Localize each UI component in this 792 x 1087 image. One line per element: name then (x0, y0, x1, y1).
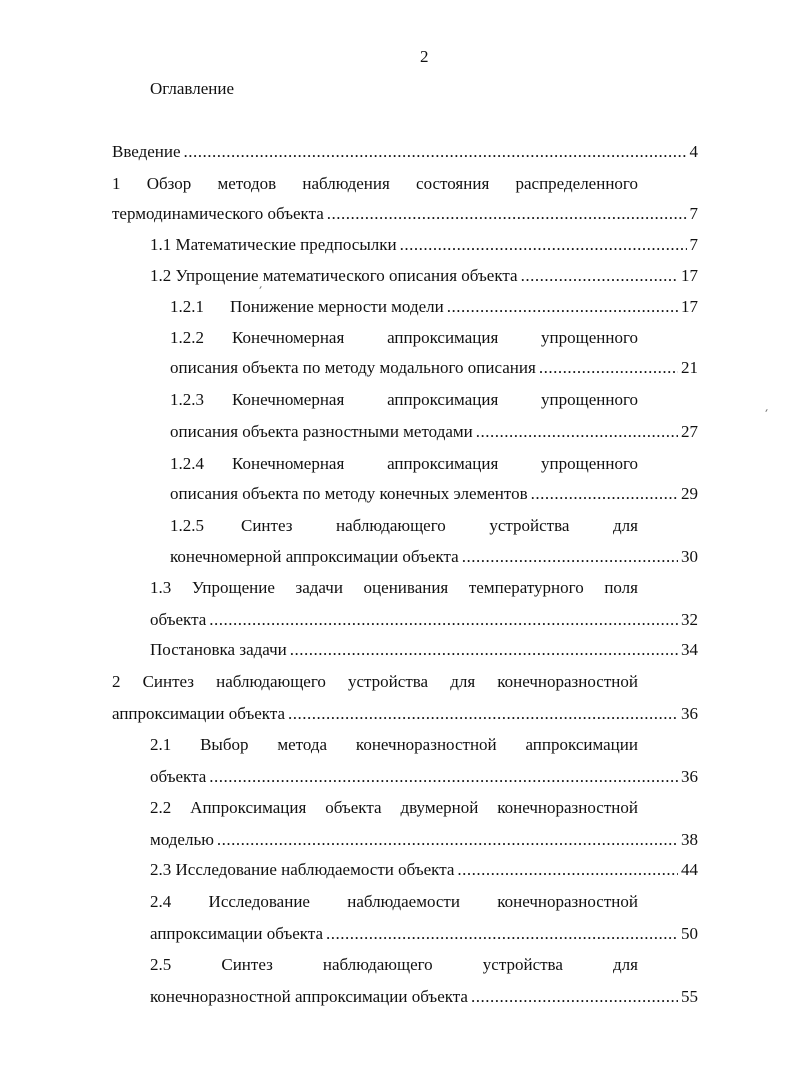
toc-leader-dots (531, 482, 678, 506)
toc-word: устройства (482, 955, 563, 974)
toc-entry-1-3-line1[interactable] (150, 576, 638, 600)
toc-entry-title: 2.3 Исследование наблюдаемости объекта (150, 860, 455, 879)
toc-word: аппроксимация (387, 328, 499, 347)
toc-leader-dots (476, 420, 678, 444)
toc-entry-page: 38 (681, 830, 698, 849)
toc-word: распределенного (515, 174, 638, 193)
toc-entry-page: 4 (689, 142, 698, 161)
toc-entry-page: 7 (689, 235, 698, 254)
toc-word: методов (217, 174, 277, 193)
toc-entry-title: объекта (150, 610, 207, 629)
toc-word: конечноразностной (497, 672, 638, 691)
toc-entry-page: 17 (681, 266, 698, 285)
toc-entry-page: 27 (681, 422, 698, 441)
toc-word: аппроксимация (387, 390, 499, 409)
toc-leader-dots (209, 765, 678, 789)
toc-word: поля (604, 578, 638, 597)
toc-entry-ch1-line2[interactable] (112, 202, 698, 226)
toc-entry-title: описания объекта по методу модального описания (170, 358, 536, 377)
scan-mark (765, 409, 767, 412)
toc-entry-page: 30 (681, 547, 698, 566)
toc-word: 2.2 (150, 798, 172, 817)
toc-entry-page: 34 (681, 640, 698, 659)
toc-word: двумерной (400, 798, 479, 817)
toc-word: Аппроксимация (190, 798, 307, 817)
toc-entry-title: описания объекта разностными методами (170, 422, 473, 441)
toc-word: устройства (489, 516, 570, 535)
toc-word: задачи (295, 578, 343, 597)
toc-leader-dots (471, 985, 678, 1009)
toc-word: Выбор (200, 735, 249, 754)
toc-word: Обзор (146, 174, 192, 193)
toc-word: Конечномерная (232, 328, 345, 347)
toc-word: упрощенного (541, 454, 638, 473)
toc-entry-1-2-4-line1[interactable] (232, 452, 638, 476)
toc-entry-1-1[interactable] (150, 233, 698, 257)
toc-entry-title: моделью (150, 830, 214, 849)
toc-entry-1-2-4-line2[interactable] (170, 482, 698, 506)
toc-entry-page: 29 (681, 484, 698, 503)
toc-entry-title: Введение (112, 142, 181, 161)
toc-word: Синтез (142, 672, 195, 691)
toc-leader-dots (462, 545, 678, 569)
toc-word: Синтез (241, 516, 293, 535)
toc-word: для (613, 516, 638, 535)
toc-entry-title: объекта (150, 767, 207, 786)
toc-entry-2-2-line2[interactable] (150, 828, 698, 852)
toc-entry-1-2-2-line1[interactable] (232, 326, 638, 350)
toc-entry-title: конечноразностной аппроксимации объекта (150, 987, 468, 1006)
toc-word: конечноразностной (497, 892, 638, 911)
toc-leader-dots (184, 140, 687, 164)
page-number: 2 (420, 47, 429, 66)
toc-heading: Оглавление (150, 79, 234, 98)
toc-word: 2.1 (150, 735, 172, 754)
toc-entry-1-2-5-line2[interactable] (170, 545, 698, 569)
toc-entry-number: 1.2.5 (170, 516, 204, 535)
toc-word: оценивания (363, 578, 449, 597)
toc-entry-ch2-line1[interactable] (112, 670, 638, 694)
toc-entry-title: описания объекта по методу конечных элементов (170, 484, 528, 503)
toc-entry-title: 1.2 Упрощение математического описания объекта (150, 266, 518, 285)
toc-entry-page: 32 (681, 610, 698, 629)
toc-entry-2-4-line1[interactable] (150, 890, 638, 914)
toc-word: Синтез (221, 955, 273, 974)
toc-word: состояния (416, 174, 490, 193)
toc-entry-page: 50 (681, 924, 698, 943)
toc-leader-dots (327, 202, 687, 226)
toc-word: устройства (348, 672, 429, 691)
toc-word: для (450, 672, 476, 691)
toc-leader-dots (400, 233, 687, 257)
toc-entry-number: 1.2.2 (170, 328, 204, 347)
toc-word: аппроксимации (525, 735, 638, 754)
toc-leader-dots (457, 858, 678, 882)
toc-leader-dots (288, 702, 678, 726)
toc-word: аппроксимация (387, 454, 499, 473)
toc-entry-intro[interactable] (112, 140, 698, 164)
toc-entry-title: термодинамического объекта (112, 204, 324, 223)
toc-leader-dots (521, 264, 678, 288)
toc-entry-title: аппроксимации объекта (112, 704, 286, 723)
toc-word: наблюдения (302, 174, 390, 193)
toc-entry-2-5-line2[interactable] (150, 985, 698, 1009)
toc-entry-2-3[interactable] (150, 858, 698, 882)
toc-entry-page: 17 (681, 297, 698, 316)
toc-entry-2-1-line1[interactable] (150, 733, 638, 757)
toc-leader-dots (447, 295, 678, 319)
toc-word: конечноразностной (355, 735, 497, 754)
toc-leader-dots (209, 608, 678, 632)
toc-word: наблюдающего (216, 672, 326, 691)
toc-entry-ch1-line1[interactable] (112, 172, 638, 196)
toc-entry-number: 1.2.1 (170, 297, 204, 316)
toc-word: конечноразностной (497, 798, 638, 817)
toc-word: 2.4 (150, 892, 172, 911)
toc-word: объекта (325, 798, 382, 817)
toc-entry-title: аппроксимации объекта (150, 924, 324, 943)
toc-entry-task[interactable] (150, 638, 698, 662)
toc-leader-dots (217, 828, 678, 852)
toc-entry-1-3-line2[interactable] (150, 608, 698, 632)
toc-word: для (613, 955, 638, 974)
toc-entry-page: 55 (681, 987, 698, 1006)
toc-entry-ch2-line2[interactable] (112, 702, 698, 726)
toc-entry-page: 21 (681, 358, 698, 377)
toc-entry-page: 44 (681, 860, 698, 879)
toc-entry-2-5-line1[interactable] (150, 953, 638, 977)
toc-entry-number: 1.2.4 (170, 454, 204, 473)
toc-leader-dots (539, 356, 678, 380)
toc-entry-page: 36 (681, 704, 698, 723)
toc-word: метода (277, 735, 328, 754)
toc-word: наблюдающего (322, 955, 433, 974)
toc-leader-dots (290, 638, 678, 662)
toc-word: упрощенного (541, 328, 638, 347)
toc-word: упрощенного (541, 390, 638, 409)
toc-leader-dots (326, 922, 678, 946)
toc-entry-2-1-line2[interactable] (150, 765, 698, 789)
toc-word: Конечномерная (232, 390, 345, 409)
toc-entry-page: 7 (689, 204, 698, 223)
toc-entry-1-2-3-line1[interactable] (232, 388, 638, 412)
toc-entry-1-2-3-line2[interactable] (170, 420, 698, 444)
toc-word: наблюдающего (336, 516, 446, 535)
toc-word: Конечномерная (232, 454, 345, 473)
toc-word: Упрощение (191, 578, 275, 597)
toc-entry-title: конечномерной аппроксимации объекта (170, 547, 459, 566)
toc-entry-title: 1.1 Математические предпосылки (150, 235, 397, 254)
toc-entry-number: 1.2.3 (170, 390, 204, 409)
toc-word: Исследование (208, 892, 310, 911)
toc-entry-page: 36 (681, 767, 698, 786)
toc-entry-1-2-5-line1[interactable] (241, 514, 638, 538)
toc-word: 1 (112, 174, 121, 193)
toc-entry-2-4-line2[interactable] (150, 922, 698, 946)
toc-entry-title: Понижение мерности модели (230, 297, 444, 316)
toc-entry-title: Постановка задачи (150, 640, 287, 659)
toc-word: 2.5 (150, 955, 172, 974)
toc-entry-2-2-line1[interactable] (150, 796, 638, 820)
toc-entry-1-2[interactable] (150, 264, 698, 288)
toc-entry-1-2-1[interactable] (230, 295, 698, 319)
toc-word: 2 (112, 672, 121, 691)
toc-word: температурного (468, 578, 584, 597)
toc-word: 1.3 (150, 578, 172, 597)
toc-word: наблюдаемости (347, 892, 460, 911)
toc-entry-1-2-2-line2[interactable] (170, 356, 698, 380)
